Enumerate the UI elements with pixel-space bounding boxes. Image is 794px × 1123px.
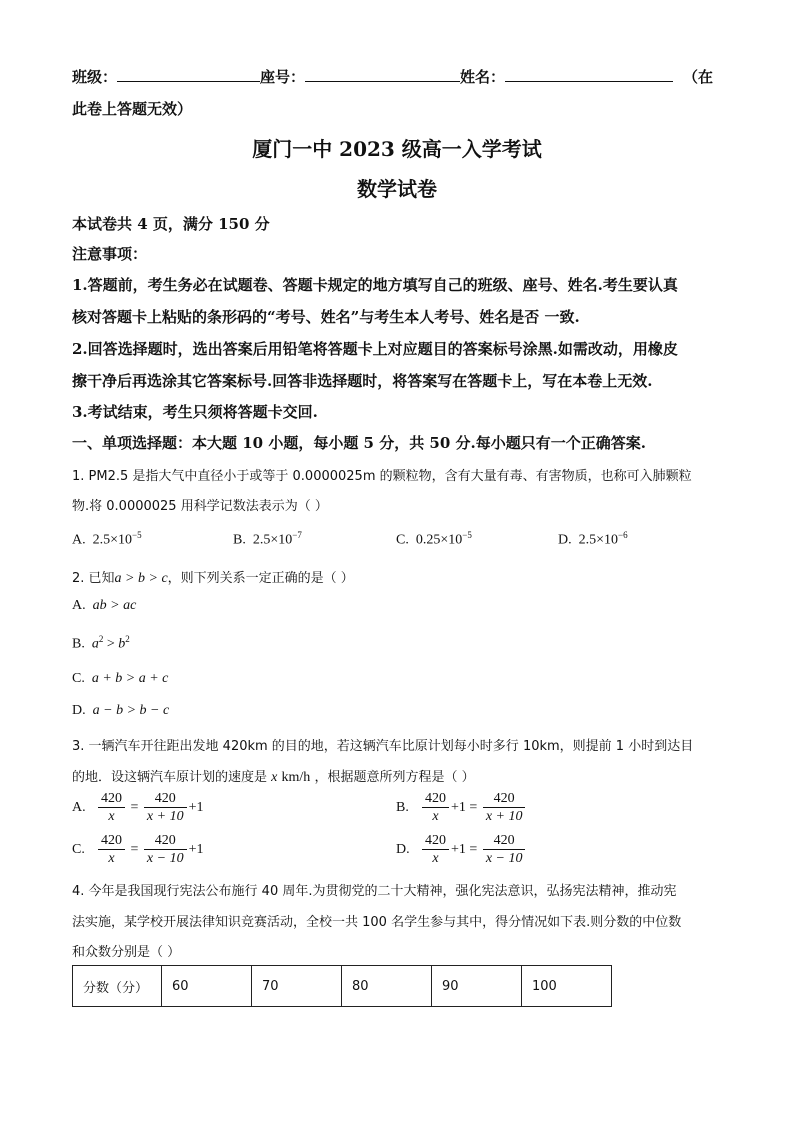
table-row (73, 966, 612, 1007)
q3-stem-line1: 3. 一辆汽车开往距出发地 420km 的目的地，若这辆汽车比原计划每小时多行 10km，则提前 1 小时到达目 (72, 739, 694, 754)
q4-stem-line2: 法实施，某学校开展法律知识竞赛活动，全校一共 100 名学生参与其中，得分情况如下表.则分数的中位数 (72, 915, 682, 930)
q2-option-c[interactable]: C. a + b > a + c (72, 671, 169, 686)
table-cell: 80 (342, 966, 432, 1007)
class-label: 班级： (72, 68, 118, 86)
notice-heading: 注意事项： (72, 245, 148, 263)
q3-d-right-fraction: $\frac{420}{x - 10}$ (483, 832, 526, 867)
q1-stem-line2: 物.将 0.0000025 用科学记数法表示为（ ） (72, 499, 328, 514)
q3-option-c[interactable]: C. $\frac{420}{x}$ = $\frac{420}{x - 10}$ +1 (72, 833, 204, 866)
section1-heading: 一、单项选择题：本大题 10 小题，每小题 5 分，共 50 分.每小题只有一个正确答案. (72, 434, 646, 452)
class-blank[interactable] (117, 67, 260, 82)
page-count: 本试卷共 4 页，满分 150 分 (72, 215, 270, 233)
invalid-note-open: （在 (683, 68, 714, 86)
q1-option-c[interactable]: C. $0.25\times 10^{-5}$ (396, 530, 472, 548)
name-blank[interactable] (505, 67, 673, 82)
q1-option-a[interactable]: A. $2.5\times 10^{-5}$ (72, 530, 142, 548)
table-cell: 70 (252, 966, 342, 1007)
seat-blank[interactable] (305, 67, 460, 82)
q2-option-d[interactable]: D. a − b > b − c (72, 703, 170, 718)
notice-1-line2: 核对答题卡上粘贴的条形码的“考号、姓名”与考生本人考号、姓名是否 一致. (72, 308, 580, 326)
notice-1-line1: 1.答题前，考生务必在试题卷、答题卡规定的地方填写自己的班级、座号、姓名.考生要认真 (72, 276, 678, 294)
table-cell: 60 (162, 966, 252, 1007)
q3-c-left-fraction: $\frac{420}{x}$ (98, 832, 125, 867)
q4-stem-line3: 和众数分别是（ ） (72, 945, 181, 960)
q3-d-left-fraction: $\frac{420}{x}$ (422, 832, 449, 867)
q3-b-right-fraction: $\frac{420}{x + 10}$ (483, 790, 526, 825)
q3-a-left-fraction: $\frac{420}{x}$ (98, 790, 125, 825)
invalid-note: 此卷上答题无效） (72, 100, 193, 118)
q3-option-b[interactable]: B. $\frac{420}{x}$ +1 = $\frac{420}{x + 10}$ (396, 790, 527, 825)
q1-option-b[interactable]: B. $2.5\times 10^{-7}$ (233, 530, 302, 548)
q3-c-right-fraction: $\frac{420}{x - 10}$ (144, 832, 187, 867)
seat-label: 座号： (260, 68, 306, 86)
q3-option-a[interactable]: A. $\frac{420}{x}$ = $\frac{420}{x + 10}$ +1 (72, 791, 204, 824)
q1-option-d[interactable]: D. $2.5\times 10^{-6}$ (558, 530, 628, 548)
q2-option-a[interactable]: A. ab > ac (72, 598, 137, 613)
q4-stem-line1: 4. 今年是我国现行宪法公布施行 40 周年.为贯彻党的二十大精神，强化宪法意识，弘扬宪法精神，推动宪 (72, 884, 677, 899)
notice-2-line2: 擦干净后再选涂其它答案标号.回答非选择题时，将答案写在答题卡上，写在本卷上无效. (72, 372, 653, 390)
table-cell: 90 (432, 966, 522, 1007)
table-header-cell: 分数（分） (73, 966, 162, 1007)
student-info-line (72, 66, 713, 87)
notice-3: 3.考试结束，考生只须将答题卡交回. (72, 403, 318, 421)
name-label: 姓名： (460, 68, 506, 86)
q2-option-b[interactable]: B. $a^2 > b^2$ (72, 634, 130, 652)
q3-b-left-fraction: $\frac{420}{x}$ (422, 790, 449, 825)
table-cell: 100 (522, 966, 612, 1007)
score-table (72, 965, 612, 1007)
exam-subtitle: 数学试卷 (357, 177, 437, 201)
q2-stem: 2. 已知a > b > c，则下列关系一定正确的是（ ） (72, 571, 354, 586)
exam-title: 厦门一中 2023 级高一入学考试 (252, 137, 542, 161)
notice-2-line1: 2.回答选择题时，选出答案后用铅笔将答题卡上对应题目的答案标号涂黑.如需改动，用橡皮 (72, 340, 678, 358)
q2-condition: a > b > c (114, 571, 168, 586)
q3-stem-line2: 的地．设这辆汽车原计划的速度是 x km/h ，根据题意所列方程是（ ） (72, 770, 475, 785)
q1-stem-line1: 1. PM2.5 是指大气中直径小于或等于 0.0000025m 的颗粒物，含有大量有毒、有害物质，也称可入肺颗粒 (72, 469, 692, 484)
q3-a-right-fraction: $\frac{420}{x + 10}$ (144, 790, 187, 825)
q3-option-d[interactable]: D. $\frac{420}{x}$ +1 = $\frac{420}{x - 10}$ (396, 832, 527, 867)
